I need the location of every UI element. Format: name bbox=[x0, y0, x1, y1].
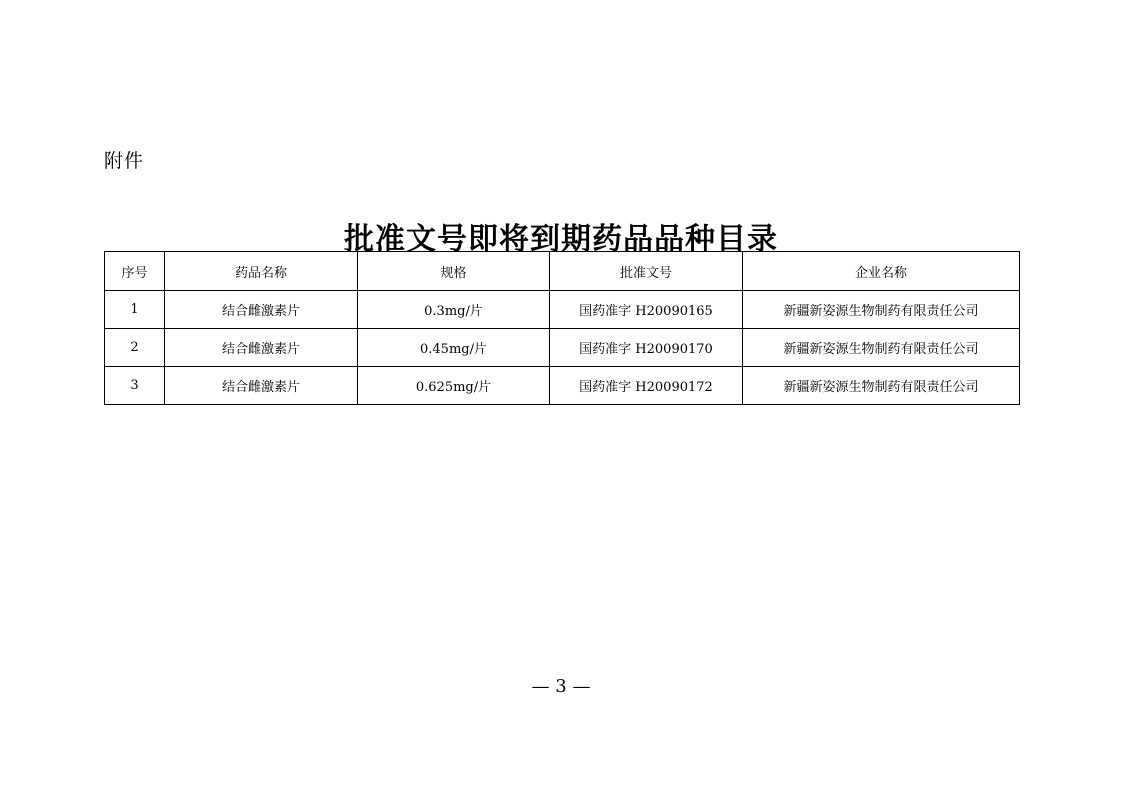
table-row bbox=[105, 291, 1020, 329]
header-serial-number: 序号 bbox=[105, 252, 165, 291]
cell-approval-number: 国药准字 H20090170 bbox=[550, 329, 743, 367]
cell-approval-number: 国药准字 H20090165 bbox=[550, 291, 743, 329]
cell-serial-number: 2 bbox=[105, 329, 165, 367]
attachment-label: 附件 bbox=[104, 150, 145, 172]
cell-specification: 0.625mg/片 bbox=[358, 367, 550, 405]
cell-specification: 0.45mg/片 bbox=[358, 329, 550, 367]
cell-company-name: 新疆新姿源生物制药有限责任公司 bbox=[743, 291, 1020, 329]
cell-drug-name: 结合雌激素片 bbox=[165, 367, 358, 405]
table-header-row bbox=[105, 252, 1020, 291]
header-approval-number: 批准文号 bbox=[550, 252, 743, 291]
cell-drug-name: 结合雌激素片 bbox=[165, 291, 358, 329]
header-drug-name: 药品名称 bbox=[165, 252, 358, 291]
cell-serial-number: 1 bbox=[105, 291, 165, 329]
header-specification: 规格 bbox=[358, 252, 550, 291]
cell-drug-name: 结合雌激素片 bbox=[165, 329, 358, 367]
table-row bbox=[105, 367, 1020, 405]
cell-serial-number: 3 bbox=[105, 367, 165, 405]
header-company-name: 企业名称 bbox=[743, 252, 1020, 291]
drug-table bbox=[104, 251, 1020, 405]
cell-company-name: 新疆新姿源生物制药有限责任公司 bbox=[743, 367, 1020, 405]
cell-company-name: 新疆新姿源生物制药有限责任公司 bbox=[743, 329, 1020, 367]
document-title: 批准文号即将到期药品品种目录 bbox=[344, 222, 778, 257]
page-number: — 3 — bbox=[531, 676, 591, 697]
table-row bbox=[105, 329, 1020, 367]
cell-specification: 0.3mg/片 bbox=[358, 291, 550, 329]
cell-approval-number: 国药准字 H20090172 bbox=[550, 367, 743, 405]
